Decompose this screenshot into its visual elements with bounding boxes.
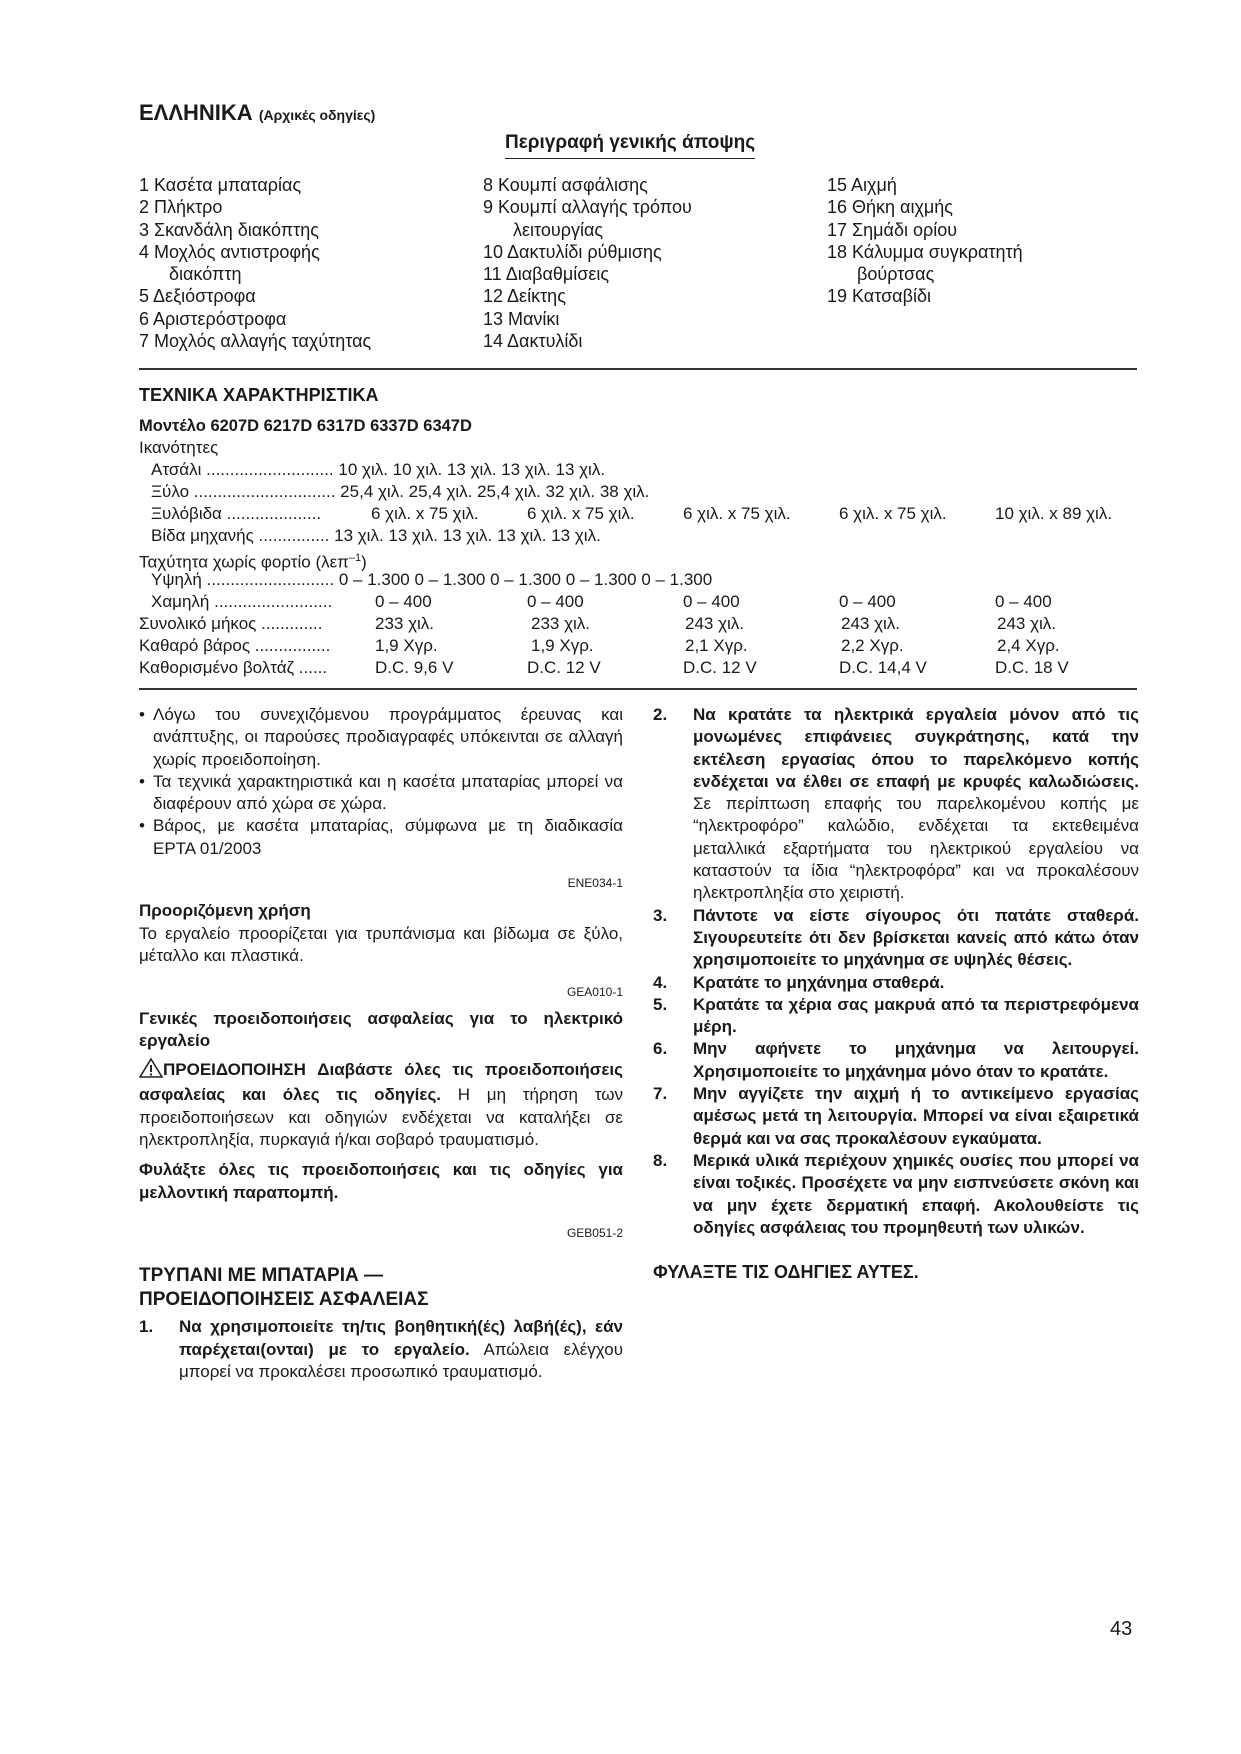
doc-code: GEB051-2 [566, 1225, 623, 1240]
save-instructions-heading: ΦΥΛΑΞΤΕ ΤΙΣ ΟΔΗΓΙΕΣ ΑΥΤΕΣ. [653, 1262, 919, 1283]
divider [139, 368, 1137, 370]
part-item: 15 Αιχμή [827, 175, 897, 195]
drill-heading-line: ΤΡΥΠΑΝΙ ΜΕ ΜΠΑΤΑΡΙΑ — [139, 1265, 384, 1287]
spec-value: 0 – 400 [839, 592, 896, 611]
safety-item-text: Σε περίπτωση επαφής του παρελκομένου κοπής με “ηλεκτροφόρο” καλώδιο, ενδέχεται τα εκτεθειμένα μεταλλικά εξαρτήματα του ηλεκτρικού εργαλείου να καταστούν τα ίδια “ηλεκτροφόρα” και να προκαλέσουν ηλεκτροπληξία στο χειριστή. [693, 794, 1139, 903]
doc-code: GEA010-1 [566, 985, 623, 1000]
spec-value: D.C. 12 V [683, 658, 757, 677]
overview-title: Περιγραφή γενικής άποψης [505, 132, 755, 159]
intended-use-title: Προοριζόμενη χρήση [139, 901, 311, 921]
model-line: Μοντέλο 6207D 6217D 6317D 6337D 6347D [139, 417, 472, 435]
bullet-icon: • [139, 816, 145, 836]
part-item: 18 Κάλυμμα συγκρατητή [827, 241, 1023, 262]
part-item: 8 Κουμπί ασφάλισης [483, 175, 648, 195]
part-item: 17 Σημάδι ορίου [827, 219, 958, 240]
safety-item [653, 905, 1139, 972]
spec-value: 2,1 Χγρ. [685, 636, 748, 655]
part-item: 4 Μοχλός αντιστροφής [139, 241, 320, 262]
spec-no-load-speed-close: ) [361, 552, 367, 572]
spec-note-text: Βάρος, με κασέτα μπαταρίας, σύμφωνα με τη διαδικασία EPTA 01/2003 [153, 816, 623, 858]
safety-item [653, 1083, 1139, 1150]
specs-table [139, 437, 1139, 667]
part-item: 14 Δακτυλίδι [483, 331, 583, 352]
bullet-icon: • [139, 771, 145, 791]
page-number: 43 [1110, 1618, 1133, 1640]
safety-item-text: Απώλεια ελέγχου μπορεί να προκαλέσει προσωπικό τραυματισμό. [179, 1339, 623, 1381]
spec-note [139, 704, 623, 771]
part-item: βούρτσας [857, 264, 935, 285]
safety-item-body [693, 704, 1139, 905]
drill-heading-line: ΠΡΟΕΙΔΟΠΟΙΗΣΕΙΣ ΑΣΦΑΛΕΙΑΣ [139, 1289, 429, 1311]
safety-item-number: 3. [653, 905, 668, 925]
spec-wood-screw-label: Ξυλόβιδα .................... [151, 504, 322, 523]
part-item: 16 Θήκη αιχμής [827, 197, 953, 218]
safety-item-number: 5. [653, 994, 668, 1014]
spec-value: D.C. 18 V [995, 658, 1069, 677]
warning-paragraph [139, 1058, 623, 1151]
spec-value: 1,9 Χγρ. [375, 636, 438, 655]
spec-value: 2,2 Χγρ. [841, 636, 904, 655]
divider [139, 688, 1137, 690]
safety-item-number: 1. [139, 1317, 154, 1337]
spec-value: 243 χιλ. [997, 614, 1057, 633]
warning-text: Η μη τήρηση των προειδοποιήσεων και οδηγιών ενδέχεται να καταλήξει σε ηλεκτροπληξία, πυρκαγιά ή/και σοβαρό τραυματισμό. [139, 1085, 623, 1150]
spec-value: 10 χιλ. x 89 χιλ. [995, 504, 1113, 523]
spec-note-text: Τα τεχνικά χαρακτηριστικά και η κασέτα μπαταρίας μπορεί να διαφέρουν από χώρα σε χώρα. [153, 771, 623, 814]
spec-note [139, 771, 623, 816]
part-item: 10 Δακτυλίδι ρύθμισης [483, 241, 662, 262]
spec-length-label: Συνολικό μήκος ............. [139, 614, 323, 633]
safety-item-bold: Μην αφήνετε το μηχάνημα να λειτουργεί. Χρησιμοποιείτε το μηχάνημα μόνο όταν το κρατάτε. [693, 1039, 1139, 1081]
spec-capacities: Ικανότητες [139, 438, 219, 457]
safety-item-number: 8. [653, 1150, 668, 1170]
safety-item-number: 2. [653, 705, 668, 724]
safety-item [653, 1150, 1139, 1239]
spec-no-load-speed-unit: –1 [348, 552, 362, 564]
part-item: 2 Πλήκτρο [139, 197, 223, 218]
safety-item [653, 704, 1139, 905]
safety-item [653, 994, 1139, 1039]
spec-value: 0 – 400 [995, 592, 1052, 611]
part-item: λειτουργίας [513, 219, 604, 240]
part-item: 3 Σκανδάλη διακόπτης [139, 219, 319, 240]
spec-value: 6 χιλ. x 75 χιλ. [683, 504, 791, 523]
drill-warnings-heading [139, 1264, 623, 1312]
part-item: 5 Δεξιόστροφα [139, 286, 256, 307]
part-item: 13 Μανίκι [483, 308, 560, 329]
bullet-icon: • [139, 705, 145, 724]
page-title [139, 100, 375, 126]
spec-value: 6 χιλ. x 75 χιλ. [371, 504, 479, 523]
safety-item [139, 1316, 623, 1383]
part-item: 12 Δείκτης [483, 286, 566, 307]
spec-voltage-row [139, 657, 1139, 681]
spec-value: 6 χιλ. x 75 χιλ. [527, 504, 635, 523]
spec-voltage-label: Καθορισμένο βολτάζ ...... [139, 658, 328, 677]
spec-note [139, 815, 623, 860]
warning-label: ΠΡΟΕΙΔΟΠΟΙΗΣΗ [163, 1060, 306, 1080]
part-item: 19 Κατσαβίδι [827, 286, 931, 307]
keep-instructions: Φυλάξτε όλες τις προειδοποιήσεις και τις οδηγίες για μελλοντική παραπομπή. [139, 1160, 623, 1202]
safety-item-bold: Να κρατάτε τα ηλεκτρικά εργαλεία μόνον από τις μονωμένες επιφάνειες συγκράτησης, κατά την εκτέλεση εργασίας όπου το παρελκόμενο κοπής ενδέχεται να έλθει σε επαφή με κρυφές καλωδιώσεις. [693, 705, 1139, 791]
left-column [139, 704, 623, 1383]
spec-high: Υψηλή ........................... 0 – 1.300 0 – 1.300 0 – 1.300 0 – 1.300 0 – 1.300 [151, 570, 713, 589]
spec-steel: Ατσάλι ........................... 10 χιλ. 10 χιλ. 13 χιλ. 13 χιλ. 13 χιλ. [151, 460, 606, 479]
warning-triangle-icon [139, 1058, 163, 1084]
intended-use-text: Το εργαλείο προορίζεται για τρυπάνισμα και βίδωμα σε ξύλο, μέταλλο και πλαστικά. [139, 923, 623, 965]
safety-item-bold: Κρατάτε το μηχάνημα σταθερά. [693, 972, 945, 992]
spec-wood: Ξύλο .............................. 25,4 χιλ. 25,4 χιλ. 25,4 χιλ. 32 χιλ. 38 χιλ. [151, 482, 650, 501]
spec-note-text: Λόγω του συνεχιζόμενου προγράμματος έρευνας και ανάπτυξης, οι παρούσες προδιαγραφές υπόκεινται σε αλλαγή χωρίς προειδοποίηση. [153, 705, 623, 769]
safety-item-bold: Μην αγγίζετε την αιχμή ή το αντικείμενο εργασίας αμέσως μετά τη λειτουργία. Μπορεί να είναι εξαιρετικά θερμά και να σας προκαλέσουν εγκαύματα. [693, 1084, 1139, 1148]
part-item: διακόπτη [169, 264, 242, 285]
spec-low-label: Χαμηλή ......................... [151, 592, 333, 611]
spec-value: 233 χιλ. [531, 614, 591, 633]
spec-value: 2,4 Χγρ. [997, 636, 1060, 655]
safety-item-bold: Μερικά υλικά περιέχουν χημικές ουσίες που μπορεί να είναι τοξικές. Προσέχετε να μην εισπνεύσετε σκόνη και να μην έχετε δερματική επαφή. Ακολουθείστε τις οδηγίες ασφάλειας του προμηθευτή των υλικών. [693, 1150, 1139, 1237]
safety-item-number: 6. [653, 1039, 668, 1059]
spec-value: 6 χιλ. x 75 χιλ. [839, 504, 947, 523]
spec-value: 243 χιλ. [685, 614, 745, 633]
warning-bold-text: Διαβάστε όλες τις προειδοποιήσεις ασφαλείας και όλες τις οδηγίες. [139, 1060, 623, 1105]
part-item: 11 Διαβαθμίσεις [483, 264, 610, 285]
safety-item-number: 7. [653, 1084, 668, 1104]
spec-value: 0 – 400 [683, 592, 740, 611]
parts-column-2 [483, 174, 803, 352]
spec-value: 233 χιλ. [375, 614, 435, 633]
language-heading: ΕΛΛΗΝΙΚΑ [139, 100, 253, 125]
part-item: 1 Κασέτα μπαταρίας [139, 175, 302, 195]
spec-value: 0 – 400 [375, 592, 432, 611]
safety-item [653, 972, 1139, 994]
part-item: 6 Αριστερόστροφα [139, 308, 287, 329]
part-item: 9 Κουμπί αλλαγής τρόπου [483, 197, 692, 218]
spec-value: D.C. 14,4 V [839, 658, 927, 677]
spec-value: D.C. 12 V [527, 658, 601, 677]
language-subtitle: (Αρχικές οδηγίες) [258, 107, 376, 123]
safety-item-bold: Να χρησιμοποιείτε τη/τις βοηθητική(ές) λαβή(ές), εάν παρέχεται(ονται) με το εργαλείο. [179, 1317, 623, 1359]
safety-item-bold: Κρατάτε τα χέρια σας μακρυά από τα περιστρεφόμενα μέρη. [693, 994, 1139, 1037]
specs-heading: ΤΕΧΝΙΚΑ ΧΑΡΑΚΤΗΡΙΣΤΙΚΑ [139, 385, 379, 405]
safety-item-bold: Πάντοτε να είστε σίγουρος ότι πατάτε σταθερά. Σιγουρευτείτε ότι δεν βρίσκεται κανείς από κάτω όταν χρησιμοποιείτε το μηχάνημα σε υψηλές θέσεις. [693, 905, 1139, 970]
general-warnings-title: Γενικές προειδοποιήσεις ασφαλείας για το ηλεκτρικό εργαλείο [139, 1008, 623, 1050]
doc-code: ENE034-1 [567, 876, 623, 891]
safety-item-number: 4. [653, 972, 668, 992]
spec-weight-label: Καθαρό βάρος ................ [139, 636, 331, 655]
parts-column-1 [139, 174, 469, 352]
spec-value: D.C. 9,6 V [375, 658, 454, 677]
safety-item-body [179, 1316, 623, 1383]
spec-value: 243 χιλ. [841, 614, 901, 633]
spec-value: 0 – 400 [527, 592, 584, 611]
spec-no-load-speed-label: Ταχύτητα χωρίς φορτίο (λεπ [139, 552, 349, 572]
spec-value: 1,9 Χγρ. [531, 636, 594, 655]
spec-machine-screw: Βίδα μηχανής ............... 13 χιλ. 13 χιλ. 13 χιλ. 13 χιλ. 13 χιλ. [151, 526, 601, 545]
right-column [653, 704, 1139, 1283]
parts-column-3 [827, 174, 1147, 308]
safety-item [653, 1038, 1139, 1083]
part-item: 7 Μοχλός αλλαγής ταχύτητας [139, 331, 372, 352]
